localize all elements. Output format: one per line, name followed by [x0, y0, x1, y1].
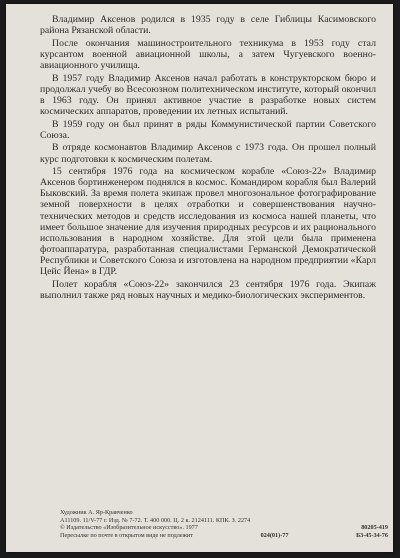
paragraph-landing: Полет корабля «Союз-22» закончился 23 сентября 1976 года. Экипаж выполнил также ряд новых научных и медико-биологических экспериментов.	[40, 278, 376, 301]
catalog-code-top: 80205-419	[361, 524, 388, 532]
paragraph-flight: 15 сентября 1976 года на космическом корабле «Союз-22» Владимир Аксенов бортинженером поднялся в космос. Командиром корабля был Валерий Быковский. За время полета экипаж провел многозональное фотографирование земной поверхности в целях отработки и совершенствования научно-технических методов и средств исследования из космоса нашей планеты, что имеет большое значение для изучения природных ресурсов и их рационального использования в народном хозяйстве. Для этой цели была применена фотоаппаратура, разработанная специалистами Германской Демократической Республики и Советского Союза и изготовлена на народном предприятии «Карл Цейс Йена» в ГДР.	[40, 166, 376, 278]
postcard-back	[6, 4, 393, 552]
note-row	[60, 532, 388, 540]
imprint-block	[60, 509, 388, 539]
copyright-line: © Издательство «Изобразительное искусство». 1977	[60, 524, 198, 532]
paragraph-education: После окончания машиностроительного техникума в 1953 году стал курсантом военной авиационной школы, а затем Чугуевского военно-авиационного училища.	[40, 37, 376, 71]
paragraph-design-bureau: В 1957 году Владимир Аксенов начал работать в конструкторском бюро и продолжал учебу во Всесоюзном политехническом институте, который окончил в 1963 году. Он принял активное участие в разработке новых систем космических аппаратов, проведении их летных испытаний.	[40, 72, 376, 117]
paragraph-party: В 1959 году он был принят в ряды Коммунистической партии Советского Союза.	[40, 118, 376, 141]
copyright-row	[60, 524, 388, 532]
forwarding-note: Пересылке по почте в открытом виде не подлежит	[60, 531, 193, 539]
biography-text	[40, 14, 376, 303]
paragraph-birth: Владимир Аксенов родился в 1935 году в селе Гиблицы Касимовского района Рязанской области.	[40, 14, 376, 37]
paragraph-cosmonaut-corps: В отряде космонавтов Владимир Аксенов с 1973 года. Он прошел полный курс подготовки к космическим полетам.	[40, 142, 376, 165]
catalog-code-right: Б3-45-34-76	[356, 531, 388, 539]
artist-credit: Художник А. Яр-Кравченко	[60, 509, 133, 516]
publication-details: А11109. 11/V-77 г. Изд. № 7-72. Т. 400 000. Ц. 2 к. 2124111. КПК. З. 2274	[60, 516, 251, 524]
catalog-code-bottom: 024(01)-77	[260, 531, 289, 539]
